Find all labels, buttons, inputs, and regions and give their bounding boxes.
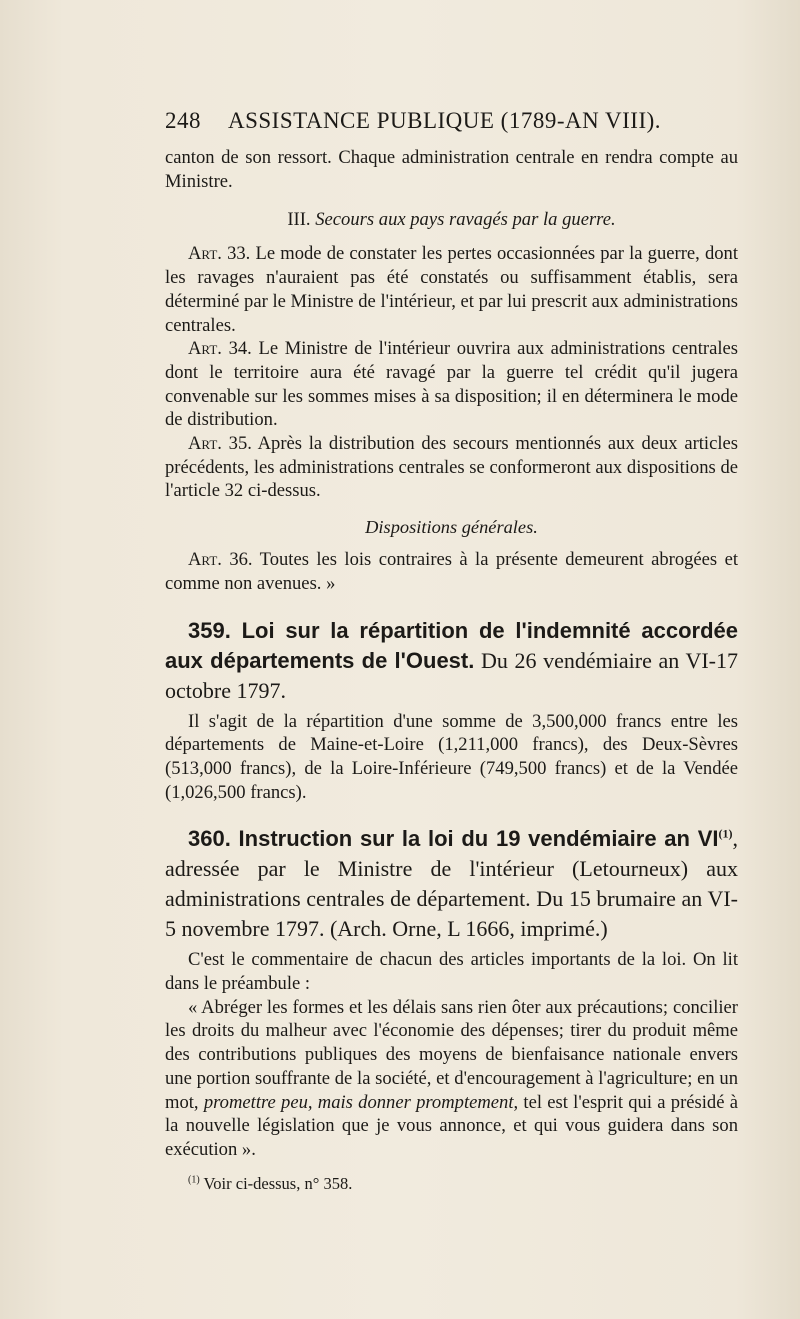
section-heading [165, 209, 738, 231]
article-35 [165, 432, 738, 503]
page-number: 248 [165, 108, 201, 133]
article-label: Art. [188, 549, 222, 571]
article-text: Le Ministre de l'intérieur ouvrira aux administrations centrales dont le territoire aura été ravagé par la guerre tel crédit qu'il jugera convenable sur les sommes mises à sa disposition; il en déterminera le mode de distribution. [165, 338, 738, 431]
item-360-quote [165, 996, 738, 1162]
article-label: Art. [188, 338, 222, 360]
quote-italic: promettre peu, mais donner promptement [203, 1091, 514, 1113]
article-label: Art. [188, 433, 222, 455]
running-title: ASSISTANCE PUBLIQUE (1789-AN VIII). [227, 108, 662, 133]
article-34 [165, 337, 738, 432]
subsection-heading: Dispositions générales. [365, 517, 538, 538]
footnote [165, 1174, 738, 1194]
item-360-title-rest: , adressée par le Ministre de l'intérieur (Letourneux) aux administrations centrales de département. Du 15 brumaire an VI-5 novembre 1797. (Arch. Orne, L 1666, imprimé.) [165, 826, 738, 942]
footnote-marker: (1) [188, 1174, 200, 1186]
page-header [165, 108, 785, 134]
page-body [165, 146, 738, 1194]
item-360-heading [165, 824, 738, 944]
article-text: Toutes les lois contraires à la présente demeurent abrogées et comme non avenues. » [165, 549, 738, 594]
article-label: Art. [188, 243, 222, 265]
quote-end: , tel est l'esprit qui a présidé à la nouvelle législation que je vous annonce, et qui vous guidera dans son exécution ». [165, 1091, 738, 1160]
section-number: III. [287, 209, 311, 231]
quote-start: « Abréger les formes et les délais sans rien ôter aux précautions; concilier les droits du malheur avec l'économie des dépenses; tirer du produit même des contributions publiques des moyens de bienfaisance nationale envers une portion souffrante de la société, et d'encouragement à l'agriculture; en un mot, [165, 996, 738, 1113]
item-359-date: Du 26 vendémiaire an VI-17 octobre 1797. [165, 647, 738, 703]
article-text: Le mode de constater les pertes occasionnées par la guerre, dont les ravages n'auraient pas été constatés ou suffisamment établis, sera déterminé par le Ministre de l'intérieur, et par lui prescrit aux administrations centrales. [165, 243, 738, 336]
intro-paragraph: canton de son ressort. Chaque administration centrale en rendra compte au Ministre. [165, 147, 738, 192]
footnote-ref: (1) [718, 827, 733, 842]
section-title: Secours aux pays ravagés par la guerre. [315, 209, 616, 231]
article-number: 36. [229, 549, 253, 571]
article-36 [165, 548, 738, 595]
article-number: 34. [228, 338, 252, 360]
item-360-title: 360. Instruction sur la loi du 19 vendémiaire an VI [188, 826, 719, 852]
article-text: Après la distribution des secours mentionnés aux deux articles précédents, les administrations centrales se conformeront aux dispositions de l'article 32 ci-dessus. [165, 433, 738, 502]
article-number: 33. [227, 243, 251, 265]
item-359-title: 359. Loi sur la répartition de l'indemnité accordée aux départements de l'Ouest. [165, 617, 738, 673]
footnote-text: Voir ci-dessus, n° 358. [203, 1173, 353, 1193]
article-number: 35. [228, 433, 252, 455]
item-360-paragraph: C'est le commentaire de chacun des articles importants de la loi. On lit dans le préambule : [165, 949, 738, 995]
item-359-text: Il s'agit de la répartition d'une somme de 3,500,000 francs entre les départements de Maine-et-Loire (1,211,000 francs), des Deux-Sèvres (513,000 francs), de la Loire-Inférieure (749,500 francs) et de la Vendée (1,026,500 francs). [165, 710, 738, 803]
article-33 [165, 242, 738, 337]
item-359-heading [165, 616, 738, 706]
